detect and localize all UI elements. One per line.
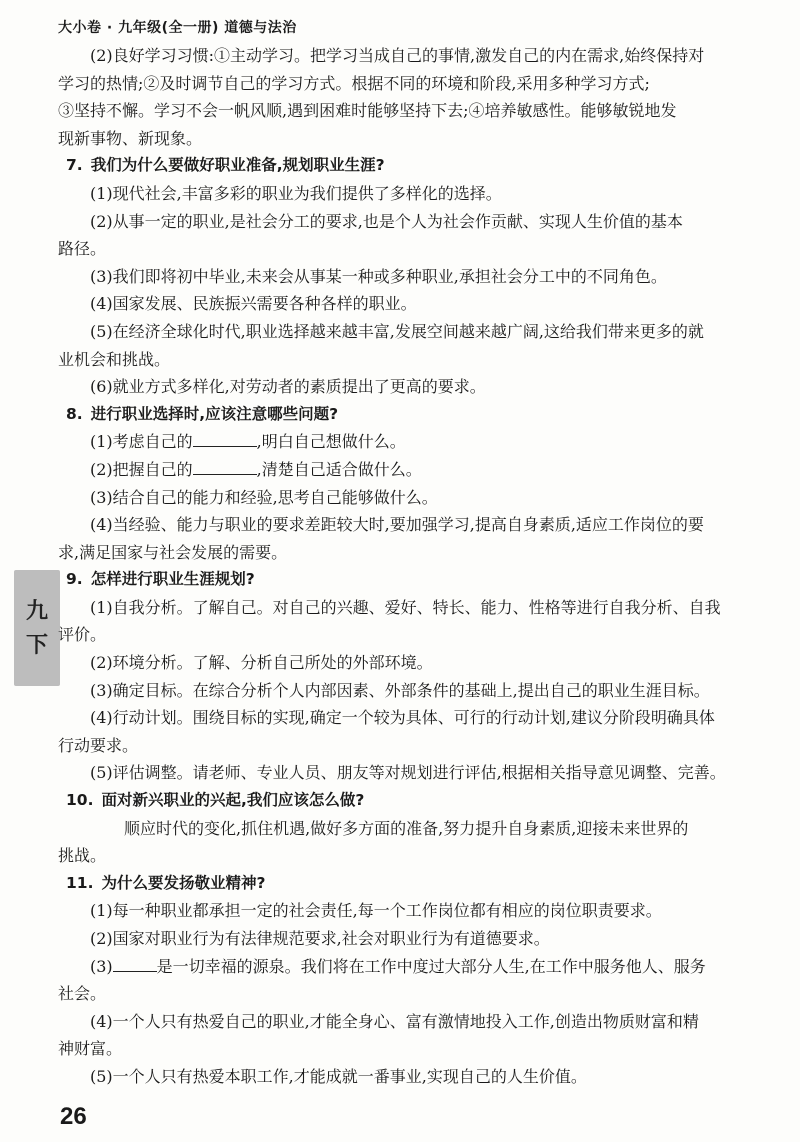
question-text: 为什么要发扬敬业精神? bbox=[101, 873, 266, 892]
question-heading bbox=[58, 787, 748, 815]
question-heading bbox=[58, 566, 748, 594]
chapter-side-tab bbox=[14, 570, 60, 686]
text-line: (3)结合自己的能力和经验,思考自己能够做什么。 bbox=[90, 487, 438, 507]
text-line: (3)我们即将初中毕业,未来会从事某一种或多种职业,承担社会分工中的不同角色。 bbox=[90, 266, 667, 286]
answer-blank[interactable] bbox=[193, 432, 257, 447]
side-tab-char-2: 下 bbox=[25, 632, 48, 658]
text-line: (4)国家发展、民族振兴需要各种各样的职业。 bbox=[90, 294, 417, 314]
text-line: ③坚持不懈。学习不会一帆风顺,遇到困难时能够坚持下去;④培养敏感性。能够敏锐地发 bbox=[58, 101, 677, 121]
text-line: 现新事物、新现象。 bbox=[58, 128, 203, 148]
blank-suffix: ,明白自己想做什么。 bbox=[256, 432, 406, 452]
text-line: (2)国家对职业行为有法律规范要求,社会对职业行为有道德要求。 bbox=[90, 929, 550, 948]
text-line: (1)现代社会,丰富多彩的职业为我们提供了多样化的选择。 bbox=[90, 183, 502, 203]
fill-blank-line bbox=[58, 428, 748, 456]
text-line: 神财富。 bbox=[58, 1039, 123, 1059]
text-line: 挑战。 bbox=[58, 846, 107, 866]
text-line: (3)确定目标。在综合分析个人内部因素、外部条件的基础上,提出自己的职业生涯目标。 bbox=[90, 680, 710, 700]
blank-prefix: (2)把握自己的 bbox=[90, 459, 193, 479]
question-text: 怎样进行职业生涯规划? bbox=[90, 570, 255, 589]
text-line: (4)当经验、能力与职业的要求差距较大时,要加强学习,提高自身素质,适应工作岗位的要 bbox=[90, 515, 704, 535]
text-line: (1)自我分析。了解自己。对自己的兴趣、爱好、特长、能力、性格等进行自我分析、自我 bbox=[90, 597, 721, 617]
answer-blank[interactable] bbox=[113, 957, 157, 972]
question-text: 我们为什么要做好职业准备,规划职业生涯? bbox=[90, 156, 385, 175]
blank-prefix: (1)考虑自己的 bbox=[90, 432, 193, 452]
text-line: 求,满足国家与社会发展的需要。 bbox=[58, 542, 288, 562]
text-line: (5)在经济全球化时代,职业选择越来越丰富,发展空间越来越广阔,这给我们带来更多的就 bbox=[90, 321, 704, 341]
text-line: (5)评估调整。请老师、专业人员、朋友等对规划进行评估,根据相关指导意见调整、完善。 bbox=[90, 763, 726, 783]
text-line: (2)从事一定的职业,是社会分工的要求,也是个人为社会作贡献、实现人生价值的基本 bbox=[90, 211, 683, 231]
fill-blank-line bbox=[58, 456, 748, 484]
page-number: 26 bbox=[60, 1103, 87, 1130]
text-line: (4)一个人只有热爱自己的职业,才能全身心、富有激情地投入工作,创造出物质财富和精 bbox=[90, 1011, 699, 1031]
text-line: 业机会和挑战。 bbox=[58, 349, 171, 369]
text-line: (2)环境分析。了解、分析自己所处的外部环境。 bbox=[90, 653, 433, 673]
text-line: (5)一个人只有热爱本职工作,才能成就一番事业,实现自己的人生价值。 bbox=[90, 1066, 587, 1086]
question-number: 8. bbox=[66, 404, 83, 423]
question-number: 9. bbox=[66, 570, 83, 589]
blank-prefix: (3) bbox=[90, 956, 113, 976]
text-line: 评价。 bbox=[58, 625, 107, 645]
text-line: 路径。 bbox=[58, 239, 107, 259]
running-header: 大小卷 · 九年级(全一册) 道德与法治 bbox=[58, 20, 297, 36]
page-body bbox=[58, 42, 748, 1091]
blank-suffix: 是一切幸福的源泉。我们将在工作中度过大部分人生,在工作中服务他人、服务 bbox=[156, 956, 706, 976]
question-text: 面对新兴职业的兴起,我们应该怎么做? bbox=[101, 791, 365, 810]
fill-blank-line bbox=[58, 953, 748, 981]
text-line: 行动要求。 bbox=[58, 735, 139, 755]
text-line: (6)就业方式多样化,对劳动者的素质提出了更高的要求。 bbox=[90, 377, 486, 397]
question-number: 10. bbox=[66, 791, 94, 810]
question-text: 进行职业选择时,应该注意哪些问题? bbox=[90, 404, 339, 423]
text-line: 学习的热情;②及时调节自己的学习方式。根据不同的环境和阶段,采用多种学习方式; bbox=[58, 73, 650, 93]
question-heading bbox=[58, 401, 748, 429]
text-line: 顺应时代的变化,抓住机遇,做好多方面的准备,努力提升自身素质,迎接未来世界的 bbox=[124, 818, 689, 838]
question-heading bbox=[58, 152, 748, 180]
answer-blank[interactable] bbox=[193, 460, 257, 475]
side-tab-char-1: 九 bbox=[25, 598, 48, 624]
blank-suffix: ,清楚自己适合做什么。 bbox=[256, 459, 422, 479]
question-heading bbox=[58, 870, 748, 898]
question-number: 7. bbox=[66, 156, 83, 175]
text-line: (4)行动计划。围绕目标的实现,确定一个较为具体、可行的行动计划,建议分阶段明确具体 bbox=[90, 708, 715, 728]
text-line: (2)良好学习习惯:①主动学习。把学习当成自己的事情,激发自己的内在需求,始终保持对 bbox=[90, 46, 705, 65]
question-number: 11. bbox=[66, 873, 94, 892]
text-line: 社会。 bbox=[58, 984, 107, 1004]
text-line: (1)每一种职业都承担一定的社会责任,每一个工作岗位都有相应的岗位职责要求。 bbox=[90, 901, 662, 921]
